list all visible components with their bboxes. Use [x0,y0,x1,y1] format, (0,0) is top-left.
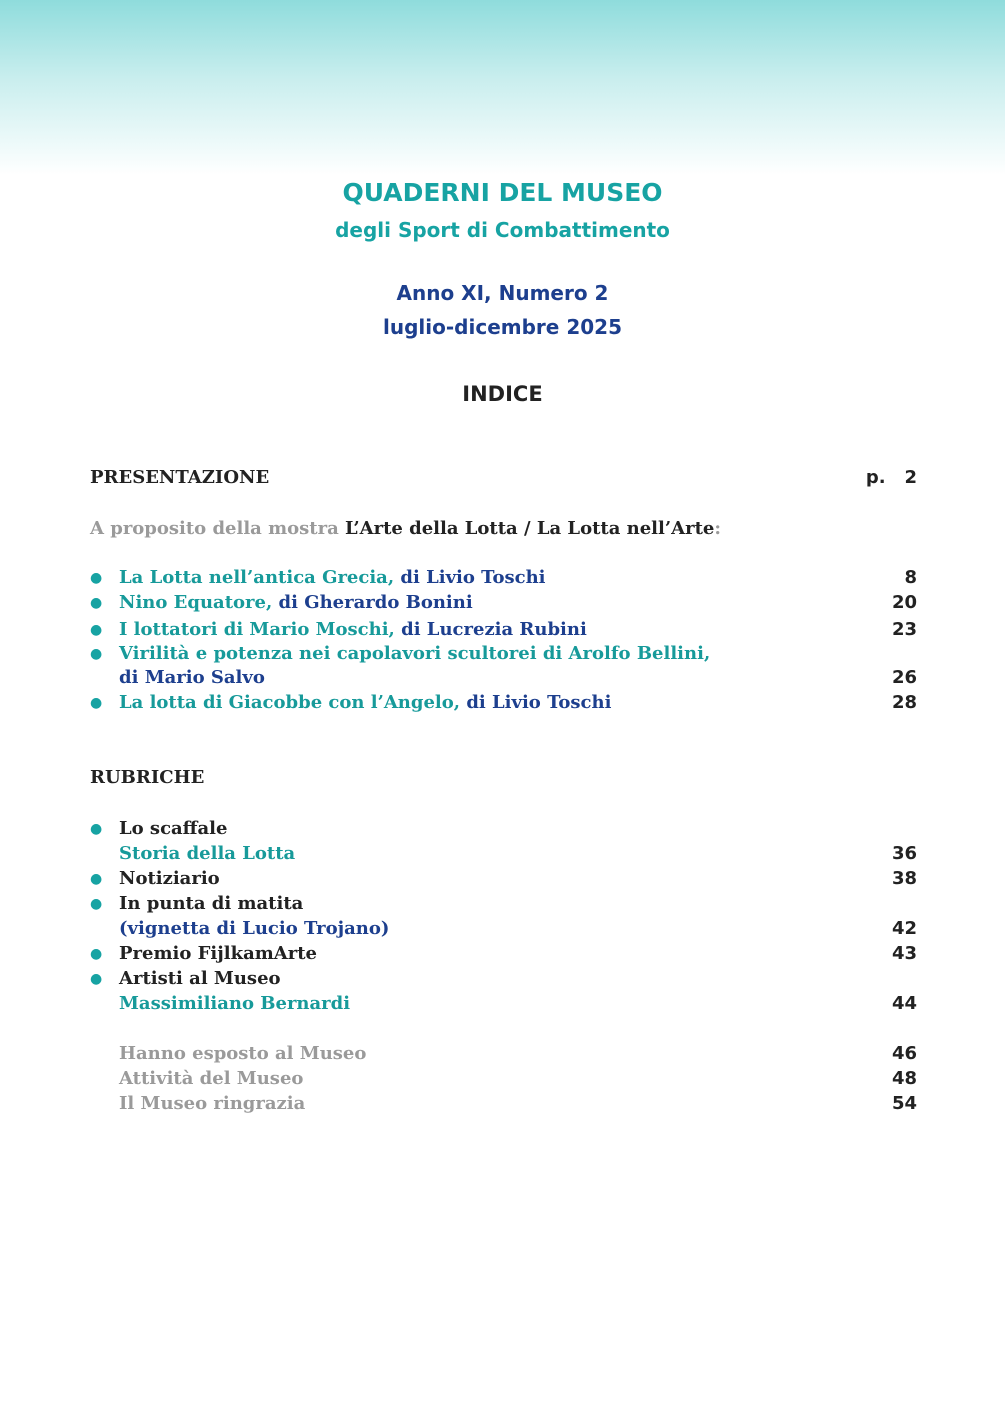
bullet-icon: ● [90,646,103,662]
page-subtitle: degli Sport di Combattimento [335,218,670,242]
toc-rubrica-sub[interactable]: (vignetta di Lucio Trojano) 42 [119,918,917,939]
toc-extra[interactable]: Hanno esposto al Museo 46 [119,1043,917,1064]
bullet-icon: ● [90,570,103,586]
page-title: QUADERNI DEL MUSEO [342,178,663,207]
article-page: 20 [891,592,917,613]
rubrica-page: 43 [891,943,917,964]
toc-article[interactable]: ● I lottatori di Mario Moschi, di Lucrezia Rubini 23 [90,619,917,640]
extra-page: 54 [891,1093,917,1114]
toc-article[interactable]: ● Virilità e potenza nei capolavori scultorei di Arolfo Bellini, [90,643,711,664]
toc-rubrica[interactable]: ● Artisti al Museo [90,968,281,989]
toc-rubrica[interactable]: ● Premio FijlkamArte 43 [90,943,917,964]
rubrica-page: 44 [891,993,917,1014]
toc-rubrica[interactable]: ● Notiziario 38 [90,868,917,889]
bullet-icon: ● [90,896,103,912]
top-gradient-band [0,0,1005,175]
article-page: 23 [891,619,917,640]
toc-article-continued[interactable]: di Mario Salvo 26 [119,667,917,688]
index-heading: INDICE [462,382,543,406]
toc-article[interactable]: ● La lotta di Giacobbe con l’Angelo, di Livio Toschi 28 [90,692,917,713]
bullet-icon: ● [90,871,103,887]
toc-article[interactable]: ● Nino Equatore, di Gherardo Bonini 20 [90,592,917,613]
toc-extra[interactable]: Il Museo ringrazia 54 [119,1093,917,1114]
toc-rubrica[interactable]: ● Lo scaffale [90,818,228,839]
toc-rubrica-sub[interactable]: Storia della Lotta 36 [119,843,917,864]
toc-extra[interactable]: Attività del Museo 48 [119,1068,917,1089]
mostra-intro-prefix: A proposito della mostra [90,518,339,539]
toc-article[interactable]: ● La Lotta nell’antica Grecia, di Livio Toschi 8 [90,567,917,588]
extra-page: 46 [891,1043,917,1064]
bullet-icon: ● [90,821,103,837]
toc-rubrica[interactable]: ● In punta di matita [90,893,304,914]
article-page: 28 [891,692,917,713]
toc-rubrica-sub[interactable]: Massimiliano Bernardi 44 [119,993,917,1014]
bullet-icon: ● [90,971,103,987]
bullet-icon: ● [90,695,103,711]
bullet-icon: ● [90,946,103,962]
presentazione-label: PRESENTAZIONE [90,467,270,488]
rubriche-heading: RUBRICHE [90,767,205,788]
article-page: 26 [891,667,917,688]
article-page: 8 [904,567,917,588]
mostra-title: L’Arte della Lotta / La Lotta nell’Arte [345,518,715,539]
rubrica-page: 42 [891,918,917,939]
presentazione-page: p. 2 [865,467,917,488]
rubrica-page: 36 [891,843,917,864]
issue-dates: luglio-dicembre 2025 [383,315,622,339]
rubrica-page: 38 [891,868,917,889]
issue-number: Anno XI, Numero 2 [396,281,609,305]
mostra-intro: A proposito della mostra L’Arte della Lotta / La Lotta nell’Arte: [90,518,721,539]
bullet-icon: ● [90,595,103,611]
toc-presentazione[interactable] [90,466,917,490]
bullet-icon: ● [90,622,103,638]
extra-page: 48 [891,1068,917,1089]
